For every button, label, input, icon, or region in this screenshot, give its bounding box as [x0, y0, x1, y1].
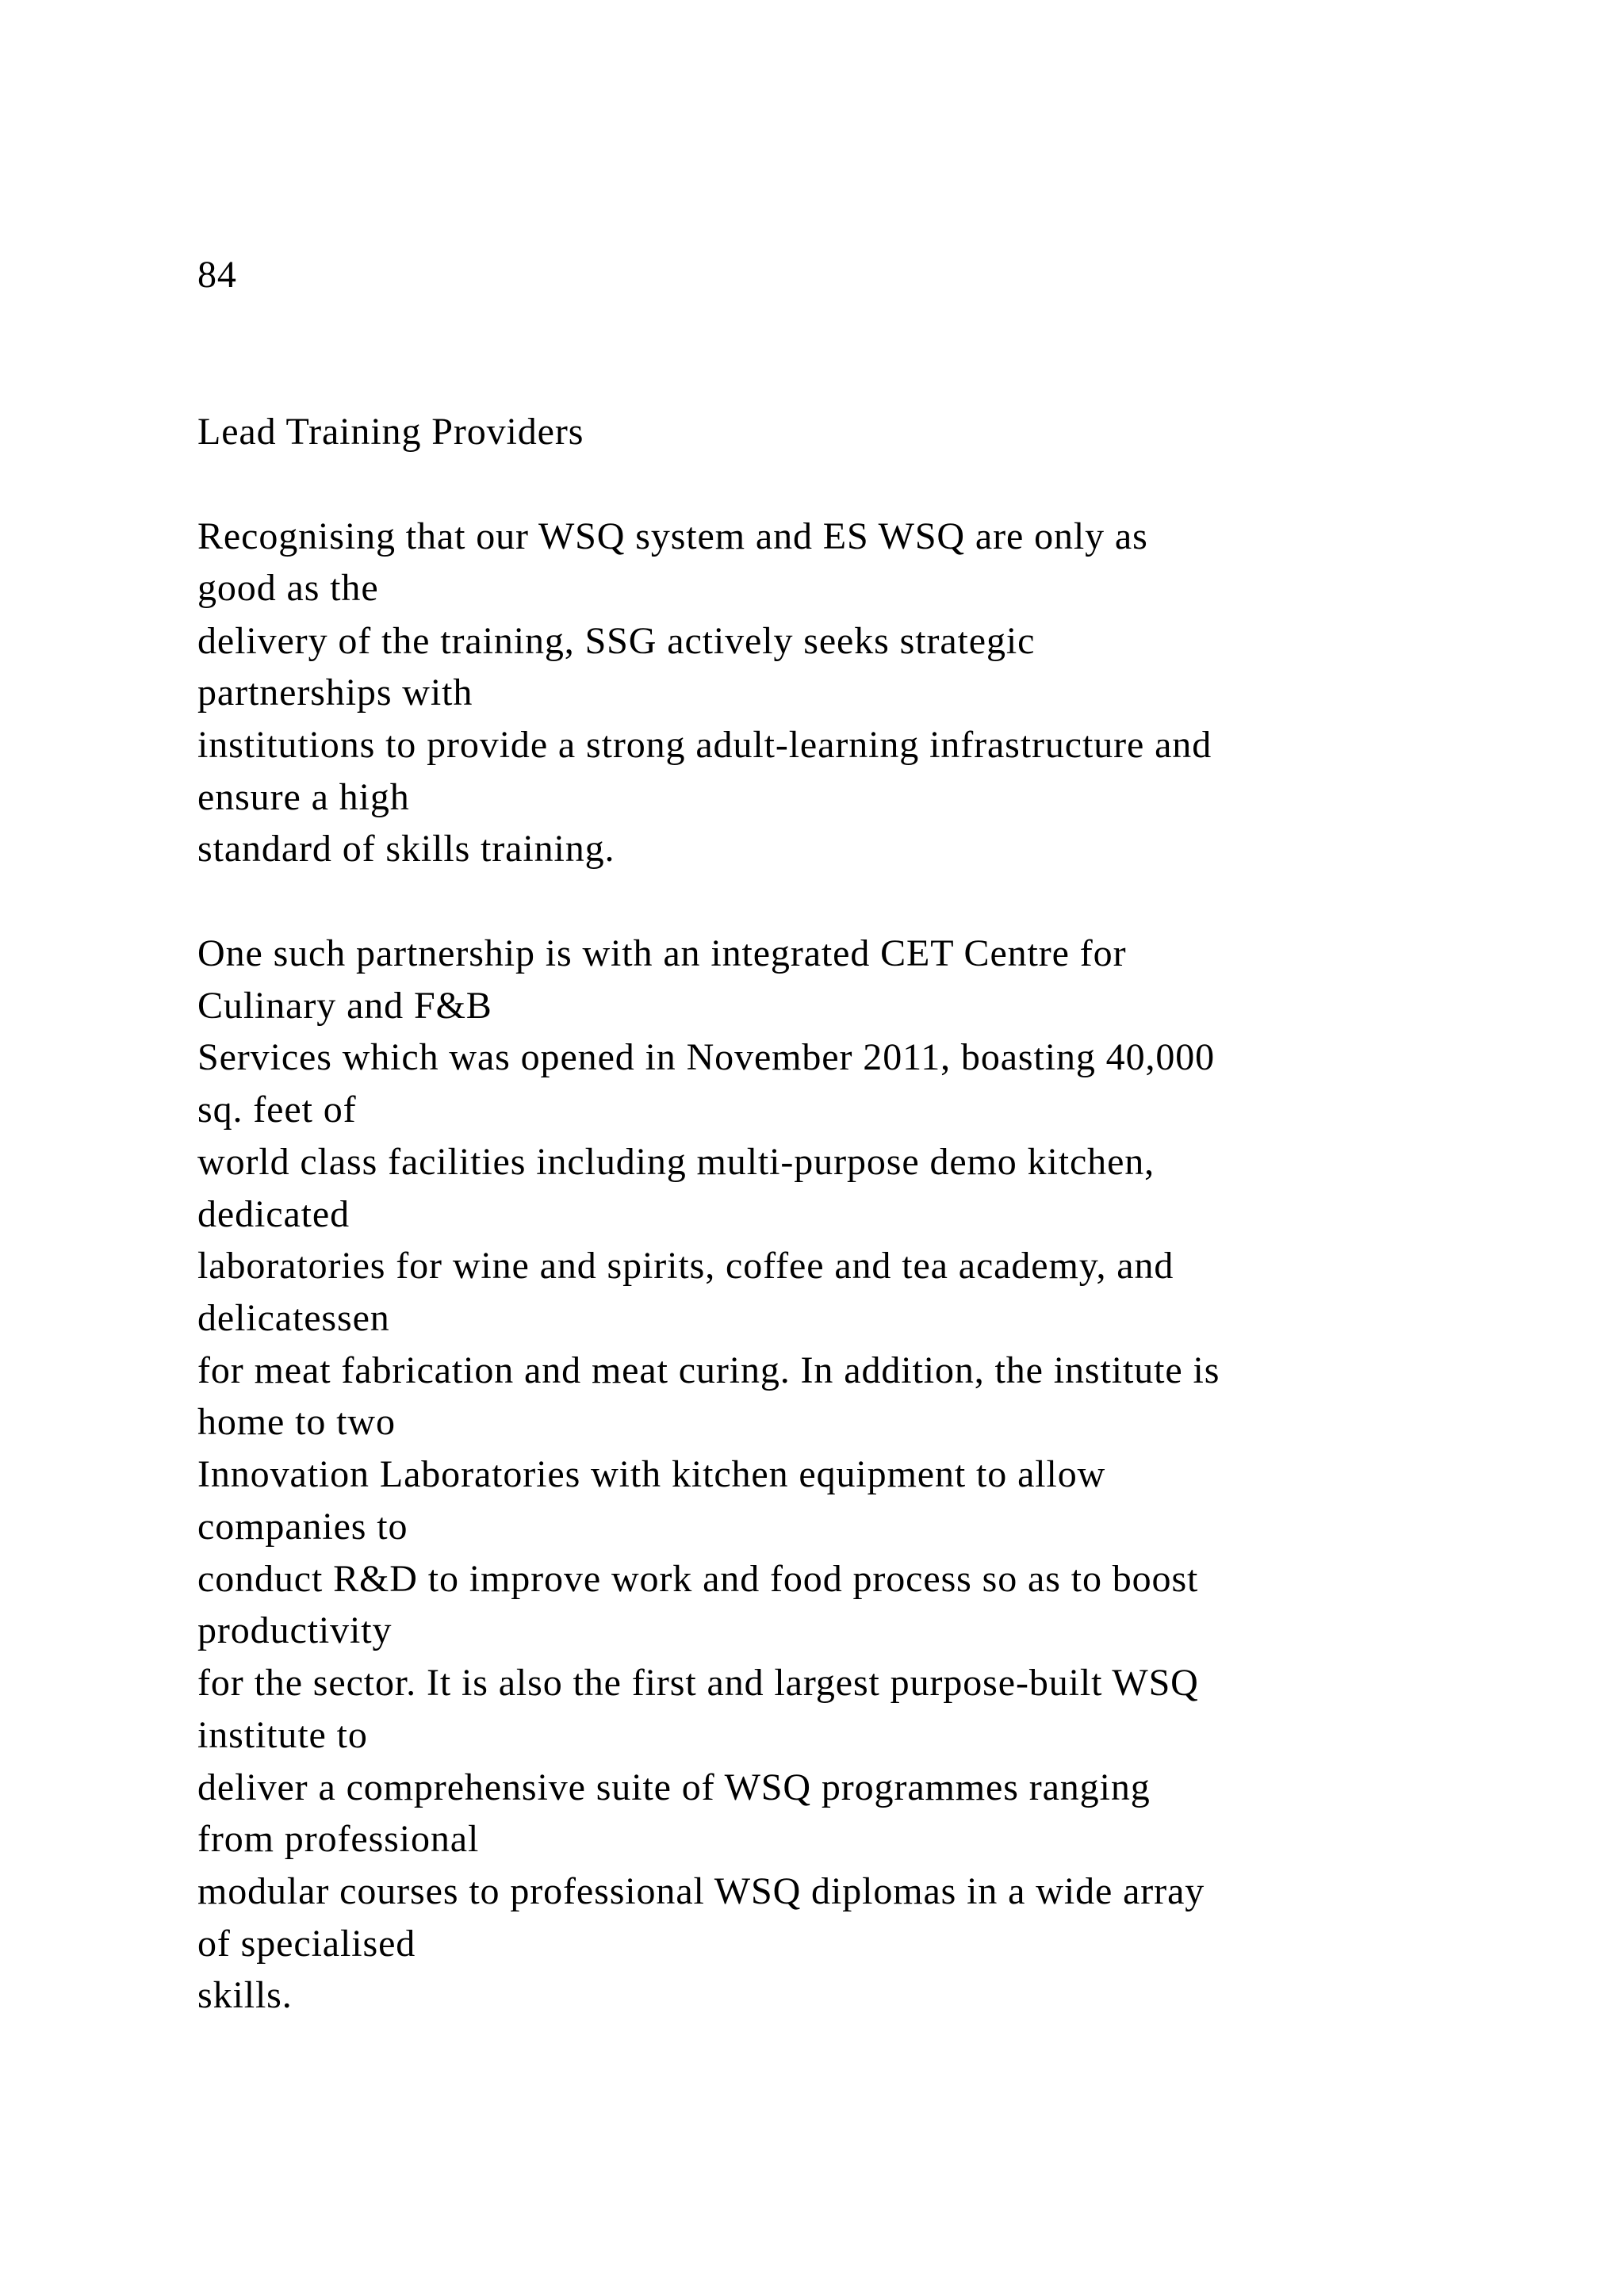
paragraph-line: delicatessen: [197, 1297, 390, 1339]
paragraph-line: sq. feet of: [197, 1089, 357, 1131]
page-number: 84: [197, 254, 237, 296]
paragraph-line: skills.: [197, 1974, 293, 2016]
paragraph-line: productivity: [197, 1609, 393, 1651]
paragraph-line: deliver a comprehensive suite of WSQ programmes ranging: [197, 1766, 1151, 1808]
paragraph-line: Culinary and F&B: [197, 985, 492, 1027]
paragraph-line: One such partnership is with an integrated CET Centre for: [197, 932, 1127, 974]
paragraph-line: partnerships with: [197, 672, 473, 714]
paragraph-line: laboratories for wine and spirits, coffee and tea academy, and: [197, 1245, 1174, 1287]
paragraph-line: Services which was opened in November 2011, boasting 40,000: [197, 1036, 1216, 1078]
paragraph-line: from professional: [197, 1818, 480, 1860]
paragraph-line: for the sector. It is also the first and largest purpose-built WSQ: [197, 1662, 1199, 1704]
paragraph-line: modular courses to professional WSQ diplomas in a wide array: [197, 1870, 1205, 1912]
paragraph-line: Innovation Laboratories with kitchen equipment to allow: [197, 1453, 1106, 1495]
paragraph-line: delivery of the training, SSG actively seeks strategic: [197, 620, 1036, 662]
paragraph-line: for meat fabrication and meat curing. In addition, the institute is: [197, 1349, 1220, 1391]
section-heading: Lead Training Providers: [197, 411, 584, 453]
paragraph-line: dedicated: [197, 1193, 350, 1235]
paragraph-line: companies to: [197, 1506, 408, 1548]
paragraph-line: ensure a high: [197, 776, 410, 818]
paragraph-line: home to two: [197, 1401, 396, 1443]
paragraph-line: conduct R&D to improve work and food process so as to boost: [197, 1558, 1199, 1600]
paragraph-line: good as the: [197, 567, 379, 609]
paragraph-line: world class facilities including multi-purpose demo kitchen,: [197, 1141, 1155, 1183]
paragraph-line: institute to: [197, 1714, 368, 1756]
paragraph-line: standard of skills training.: [197, 828, 615, 870]
paragraph-line: Recognising that our WSQ system and ES WSQ are only as: [197, 515, 1148, 557]
paragraph-line: institutions to provide a strong adult-learning infrastructure and: [197, 724, 1212, 766]
paragraph-line: of specialised: [197, 1923, 416, 1965]
